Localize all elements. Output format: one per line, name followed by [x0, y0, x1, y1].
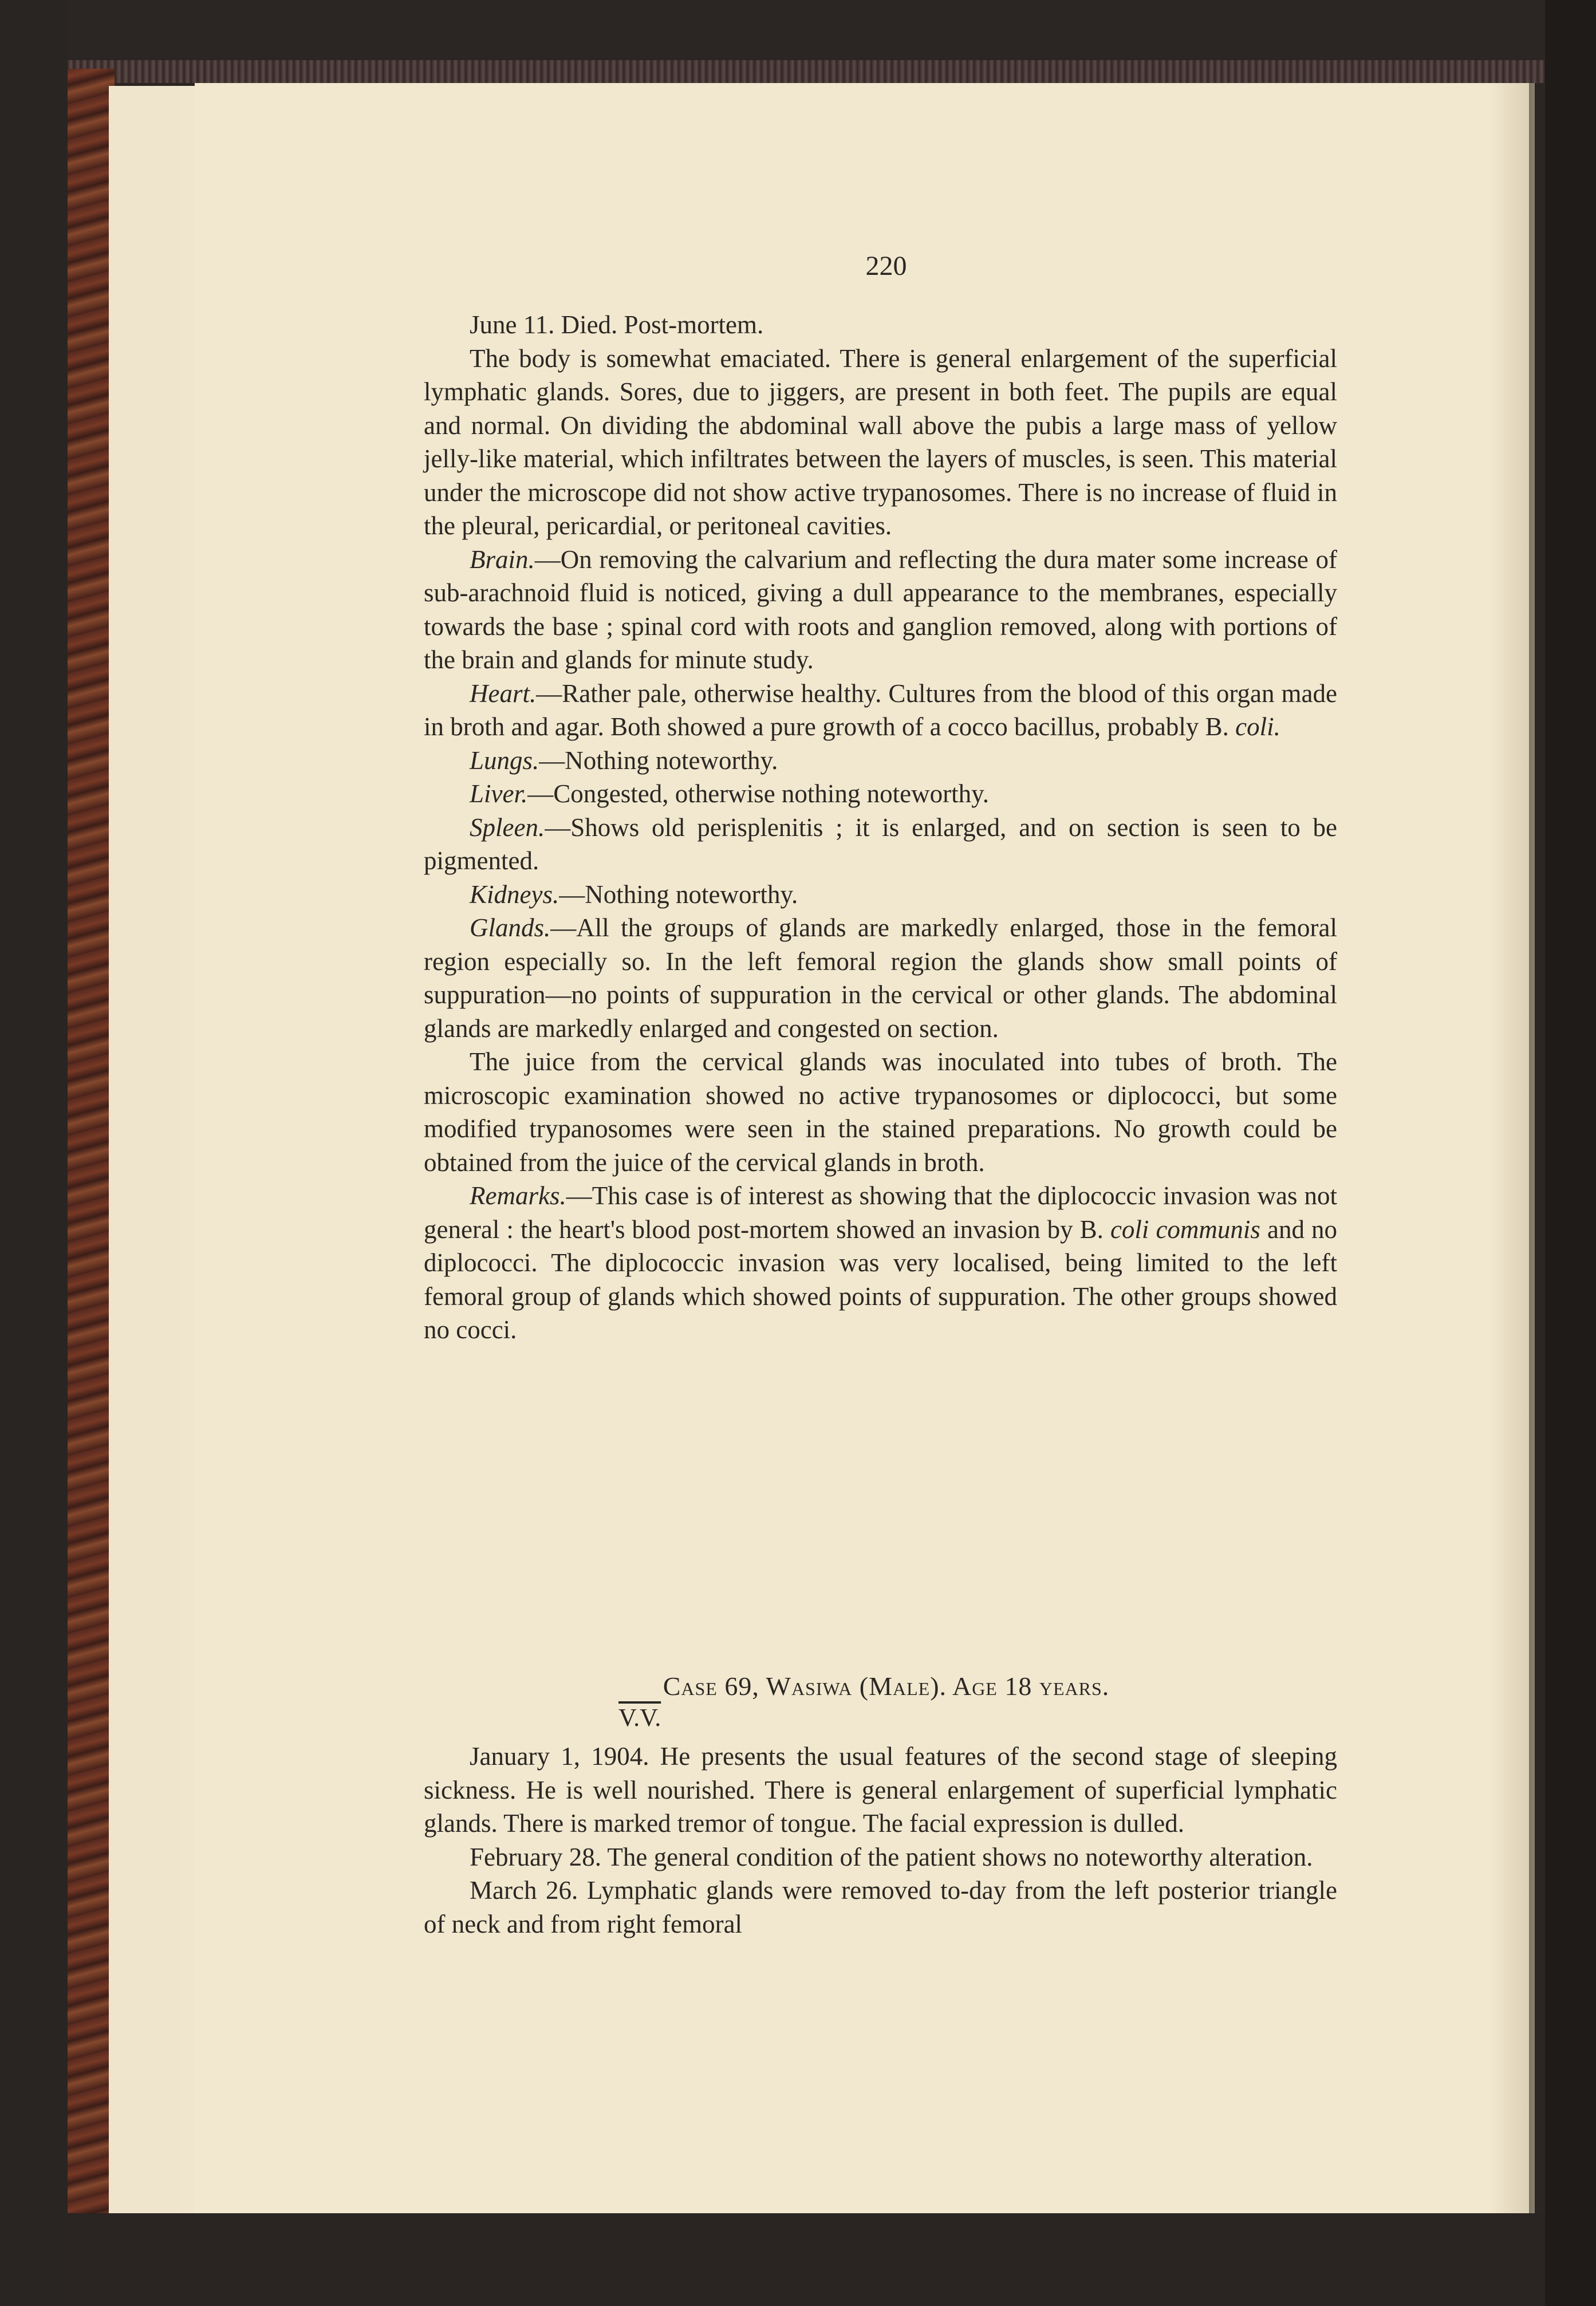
paragraph-text: February 28. The general condition of the patient shows no noteworthy alteration.: [470, 1842, 1313, 1871]
paragraph: [424, 911, 1337, 1045]
paragraph-italic-term: coli.: [1235, 712, 1280, 741]
paragraph: [424, 744, 1337, 778]
paragraph-text: March 26. Lymphatic glands were removed to-day from the left posterior triangle of neck and from right femoral: [424, 1876, 1337, 1938]
background-right: [1545, 0, 1596, 2306]
paragraph: [424, 1840, 1337, 1874]
paragraph-lead: Kidneys.: [470, 880, 559, 909]
case-initials: V.V.: [618, 1704, 661, 1732]
paragraph-lead: Spleen.: [470, 813, 545, 842]
paragraph: [424, 342, 1337, 543]
paragraph: [424, 1740, 1337, 1840]
paragraph: [424, 878, 1337, 912]
case-heading: Case 69, Wasiwa (Male). Age 18 years.: [663, 1672, 1110, 1701]
paragraph-italic-term: coli communis: [1110, 1215, 1260, 1244]
paragraph-text: —Nothing noteworthy.: [559, 880, 798, 909]
paragraph-text: —On removing the calvarium and reflecting the dura mater some increase of sub-arachnoid fluid is noticed, giving a dull appearance to the membranes, especially towards the base ; spinal cord with roots and ganglion removed, along with portions of the brain and glands for minute study.: [424, 545, 1337, 674]
section-b-text: [424, 1740, 1337, 1941]
paragraph-text: January 1, 1904. He presents the usual features of the second stage of sleeping sickness. He is well nourished. There is general enlargement of superficial lymphatic glands. There is marked tremor of tongue. The facial expression is dulled.: [424, 1742, 1337, 1838]
paragraph: [424, 1179, 1337, 1347]
paragraph-tail: and no diplococci. The diplococcic invasion was very localised, being limited to the left femoral group of glands which showed points of suppuration. The other groups showed no cocci.: [424, 1215, 1337, 1344]
paragraph: [424, 811, 1337, 878]
background-bottom: [68, 2213, 1545, 2306]
paragraph: [424, 543, 1337, 677]
paragraph: [424, 1045, 1337, 1179]
paragraph-text: —All the groups of glands are markedly enlarged, those in the femoral region especially so. In the left femoral region the glands show small points of suppuration—no points of suppuration in the cervical or other glands. The abdominal glands are markedly enlarged and congested on section.: [424, 913, 1337, 1043]
paragraph-lead: Heart.: [470, 679, 537, 708]
marbled-book-edge: [68, 69, 115, 2245]
background-left: [0, 0, 69, 2306]
paragraph-text: The body is somewhat emaciated. There is general enlargement of the superficial lymphatic glands. Sores, due to jiggers, are present in both feet. The pupils are equal and normal. On dividing the abdominal wall above the pubis a large mass of yellow jelly-like material, which infiltrates between the layers of muscles, is seen. This material under the microscope did not show active trypanosomes. There is no increase of fluid in the pleural, pericardial, or peritoneal cavities.: [424, 344, 1337, 540]
paragraph: [424, 777, 1337, 811]
page-number: 220: [865, 251, 907, 281]
section-a-text: [424, 308, 1337, 1347]
paragraph-lead: Glands.: [470, 913, 551, 942]
paragraph-text: The juice from the cervical glands was inoculated into tubes of broth. The microscopic examination showed no active trypanosomes or diplococci, but some modified trypanosomes were seen in the stained preparations. No growth could be obtained from the juice of the cervical glands in broth.: [424, 1047, 1337, 1177]
paragraph-text: June 11. Died. Post-mortem.: [470, 310, 764, 339]
page-gutter-shadow: [1489, 83, 1535, 2213]
paragraph-text: —Shows old perisplenitis ; it is enlarged, and on section is seen to be pigmented.: [424, 813, 1337, 875]
paragraph-text: —Nothing noteworthy.: [539, 746, 778, 775]
paragraph-text: —This case is of interest as showing that the diplococcic invasion was not general : the heart's blood post-mortem showed an invasion by B.: [424, 1181, 1337, 1244]
paragraph-text: —Rather pale, otherwise healthy. Cultures from the blood of this organ made in broth and agar. Both showed a pure growth of a cocco bacillus, probably B.: [424, 679, 1337, 741]
paragraph: [424, 308, 1337, 342]
paragraph: [424, 677, 1337, 744]
paragraph-lead: Liver.: [470, 779, 528, 808]
paragraph-text: —Congested, otherwise nothing noteworthy.: [527, 779, 989, 808]
paragraph-lead: Lungs.: [470, 746, 539, 775]
paragraph: [424, 1874, 1337, 1941]
paragraph-lead: Brain.: [470, 545, 535, 574]
book-top-edge: [68, 60, 1545, 83]
paragraph-lead: Remarks.: [470, 1181, 566, 1210]
